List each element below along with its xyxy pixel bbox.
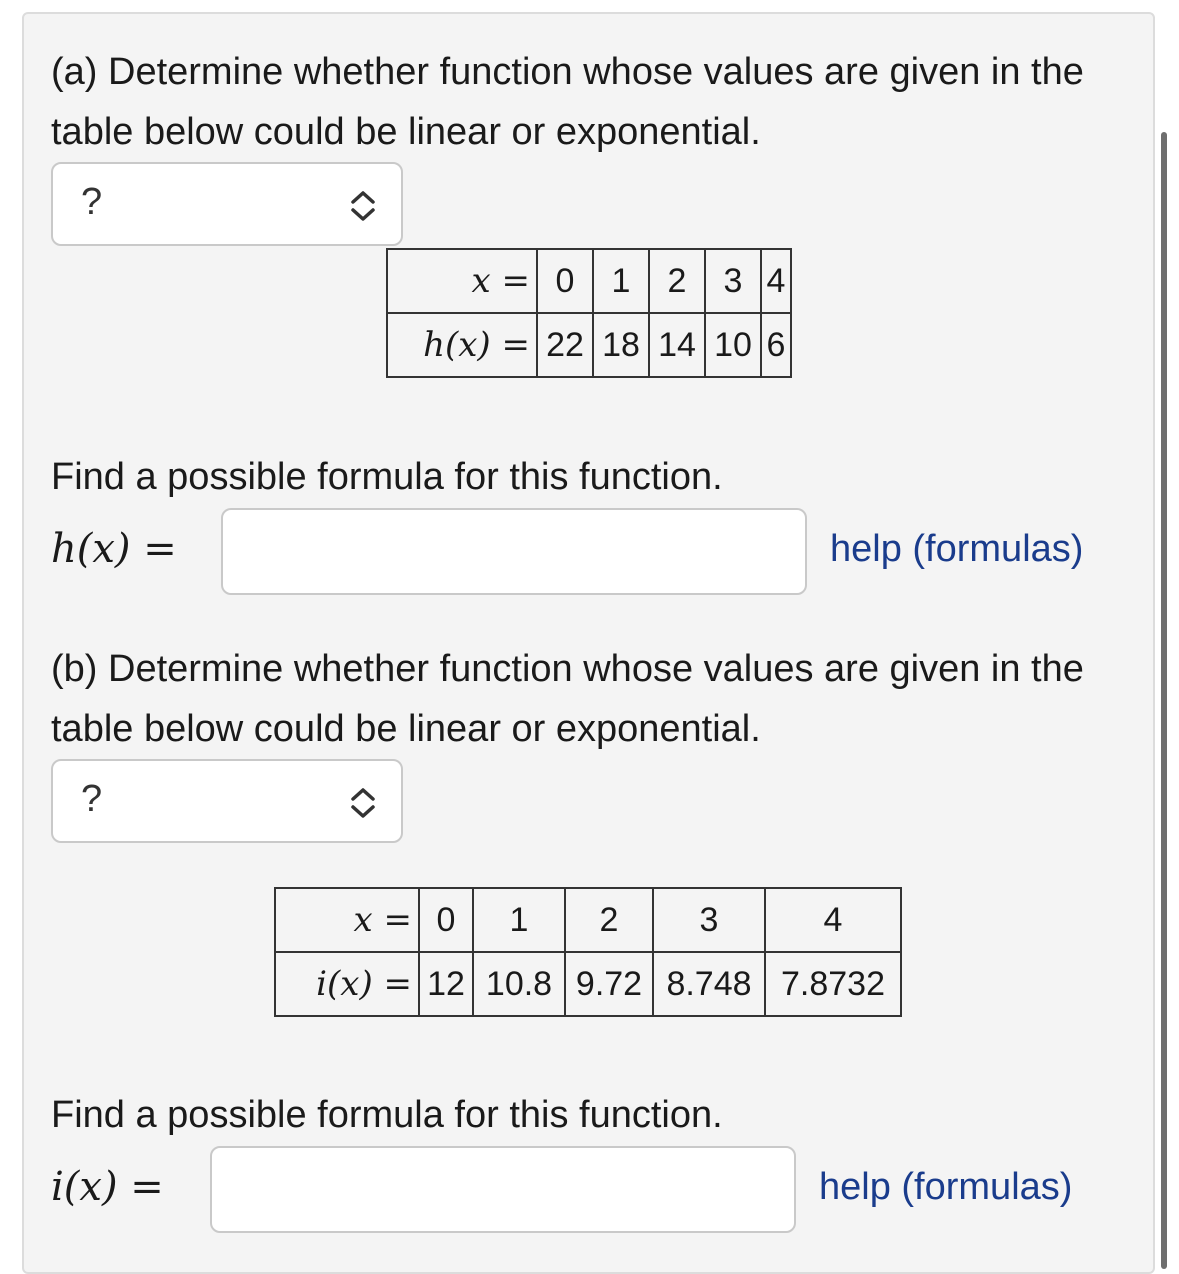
y-cell: 6	[761, 313, 791, 377]
part-b-values-table	[274, 887, 902, 1017]
select-value: ?	[81, 181, 103, 223]
x-cell: 3	[705, 249, 761, 313]
chevron-up-down-icon	[347, 188, 379, 224]
x-cell: 0	[419, 888, 473, 952]
row-label-x: x =	[387, 249, 537, 313]
part-b-answer-input[interactable]	[210, 1146, 796, 1233]
part-b-type-select[interactable]	[51, 759, 403, 843]
y-cell: 8.748	[653, 952, 765, 1016]
x-cell: 1	[593, 249, 649, 313]
row-label-x: x =	[275, 888, 419, 952]
scrollbar[interactable]	[1161, 132, 1167, 1269]
select-value: ?	[81, 778, 103, 820]
part-a-type-select[interactable]	[51, 162, 403, 246]
y-cell: 10	[705, 313, 761, 377]
row-label-ix: i(x) =	[275, 952, 419, 1016]
part-b-help-link[interactable]: help (formulas)	[819, 1166, 1073, 1208]
part-a-function-label: h(x) =	[51, 526, 177, 572]
x-cell: 2	[649, 249, 705, 313]
part-b-formula-prompt: Find a possible formula for this function.	[51, 1094, 723, 1136]
part-b-prompt: (b) Determine whether function whose values are given in the table below could be linear or exponential.	[51, 648, 1084, 750]
y-cell: 22	[537, 313, 593, 377]
part-a-help-link[interactable]: help (formulas)	[830, 528, 1084, 570]
part-a-values-table	[386, 248, 792, 378]
part-b-function-label: i(x) =	[51, 1164, 164, 1210]
y-cell: 7.8732	[765, 952, 901, 1016]
row-label-hx: h(x) =	[387, 313, 537, 377]
x-cell: 0	[537, 249, 593, 313]
x-cell: 2	[565, 888, 653, 952]
part-a-formula-prompt: Find a possible formula for this function.	[51, 456, 723, 498]
x-cell: 4	[761, 249, 791, 313]
y-cell: 9.72	[565, 952, 653, 1016]
part-a-answer-input[interactable]	[221, 508, 807, 595]
y-cell: 12	[419, 952, 473, 1016]
x-cell: 1	[473, 888, 565, 952]
x-cell: 3	[653, 888, 765, 952]
y-cell: 14	[649, 313, 705, 377]
part-a-prompt: (a) Determine whether function whose values are given in the table below could be linear or exponential.	[51, 51, 1084, 153]
x-cell: 4	[765, 888, 901, 952]
chevron-up-down-icon	[347, 785, 379, 821]
y-cell: 18	[593, 313, 649, 377]
y-cell: 10.8	[473, 952, 565, 1016]
